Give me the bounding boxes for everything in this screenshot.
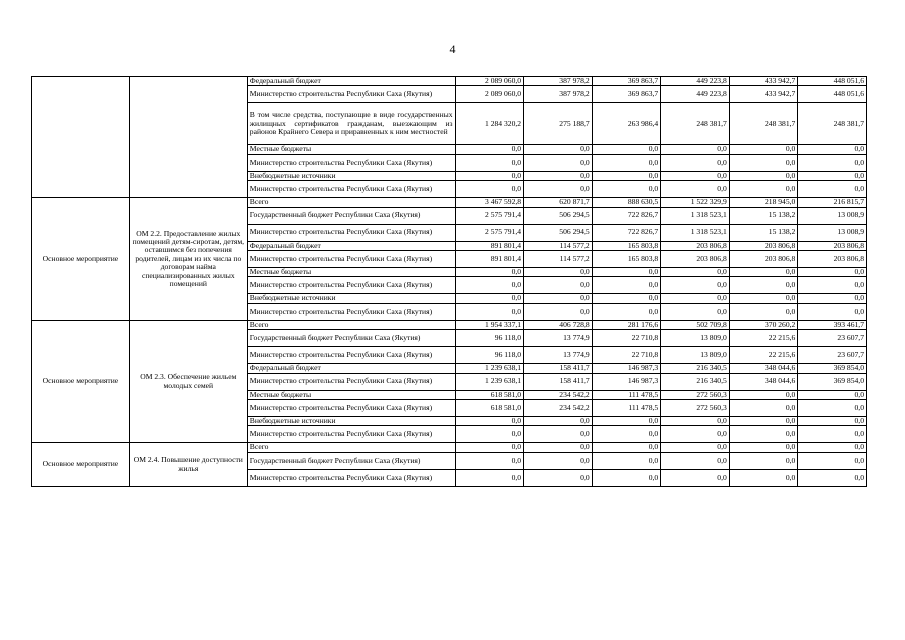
amount-cell: 0,0 <box>455 145 524 154</box>
budget-table <box>31 76 867 487</box>
amount-cell: 0,0 <box>798 469 867 486</box>
amount-cell: 370 260,2 <box>729 320 798 329</box>
amount-cell: 218 945,0 <box>729 198 798 207</box>
amount-cell: 234 542,2 <box>524 390 593 399</box>
activity-type-cell: Основное мероприятие <box>32 443 130 486</box>
amount-cell: 2 575 791,4 <box>455 224 524 241</box>
amount-cell: 0,0 <box>798 277 867 294</box>
amount-cell: 387 978,2 <box>524 86 593 103</box>
amount-cell: 203 806,8 <box>798 241 867 250</box>
activity-type-cell: Основное мероприятие <box>32 320 130 443</box>
amount-cell: 248 381,7 <box>798 103 867 145</box>
amount-cell: 13 809,0 <box>661 330 730 347</box>
amount-cell: 96 118,0 <box>455 347 524 364</box>
amount-cell: 272 560,3 <box>661 390 730 399</box>
amount-cell: 722 826,7 <box>592 224 661 241</box>
amount-cell: 0,0 <box>798 390 867 399</box>
amount-cell: 0,0 <box>455 268 524 277</box>
amount-cell: 0,0 <box>729 294 798 303</box>
amount-cell: 111 478,5 <box>592 400 661 417</box>
amount-cell: 22 710,8 <box>592 347 661 364</box>
amount-cell: 0,0 <box>592 417 661 426</box>
amount-cell: 506 294,5 <box>524 207 593 224</box>
amount-cell: 0,0 <box>524 171 593 180</box>
amount-cell: 13 809,0 <box>661 347 730 364</box>
funding-source-cell: Министерство строительства Республики Саха (Якутия) <box>247 251 455 268</box>
amount-cell: 0,0 <box>592 268 661 277</box>
amount-cell: 0,0 <box>661 443 730 452</box>
funding-source-cell: Местные бюджеты <box>247 390 455 399</box>
amount-cell: 158 411,7 <box>524 364 593 373</box>
page-number: 4 <box>449 42 456 56</box>
amount-cell: 0,0 <box>592 145 661 154</box>
activity-type-cell <box>32 77 130 198</box>
funding-source-cell: Министерство строительства Республики Саха (Якутия) <box>247 224 455 241</box>
amount-cell: 0,0 <box>661 469 730 486</box>
amount-cell: 0,0 <box>661 145 730 154</box>
funding-source-cell: Федеральный бюджет <box>247 241 455 250</box>
funding-source-cell: Министерство строительства Республики Саха (Якутия) <box>247 303 455 320</box>
amount-cell: 203 806,8 <box>661 251 730 268</box>
amount-cell: 158 411,7 <box>524 373 593 390</box>
amount-cell: 0,0 <box>455 171 524 180</box>
amount-cell: 1 239 638,1 <box>455 364 524 373</box>
activity-name-cell: ОМ 2.4. Повышение доступности жилья <box>129 443 247 486</box>
amount-cell: 0,0 <box>798 154 867 171</box>
amount-cell: 0,0 <box>661 181 730 198</box>
amount-cell: 369 854,0 <box>798 373 867 390</box>
amount-cell: 0,0 <box>661 294 730 303</box>
amount-cell: 0,0 <box>592 181 661 198</box>
amount-cell: 433 942,7 <box>729 86 798 103</box>
funding-source-cell: Министерство строительства Республики Саха (Якутия) <box>247 400 455 417</box>
amount-cell: 0,0 <box>592 294 661 303</box>
amount-cell: 96 118,0 <box>455 330 524 347</box>
amount-cell: 0,0 <box>661 417 730 426</box>
amount-cell: 0,0 <box>455 154 524 171</box>
amount-cell: 3 467 592,8 <box>455 198 524 207</box>
amount-cell: 0,0 <box>524 145 593 154</box>
amount-cell: 15 138,2 <box>729 224 798 241</box>
amount-cell: 2 089 060,0 <box>455 77 524 86</box>
funding-source-cell: Государственный бюджет Республики Саха (Якутия) <box>247 207 455 224</box>
amount-cell: 448 051,6 <box>798 77 867 86</box>
amount-cell: 1 284 320,2 <box>455 103 524 145</box>
activity-type-cell: Основное мероприятие <box>32 198 130 321</box>
amount-cell: 0,0 <box>592 303 661 320</box>
amount-cell: 506 294,5 <box>524 224 593 241</box>
amount-cell: 275 188,7 <box>524 103 593 145</box>
amount-cell: 0,0 <box>729 390 798 399</box>
funding-source-cell: Местные бюджеты <box>247 145 455 154</box>
amount-cell: 234 542,2 <box>524 400 593 417</box>
amount-cell: 0,0 <box>592 443 661 452</box>
amount-cell: 1 318 523,1 <box>661 224 730 241</box>
amount-cell: 203 806,8 <box>798 251 867 268</box>
amount-cell: 0,0 <box>798 145 867 154</box>
funding-source-cell: Местные бюджеты <box>247 268 455 277</box>
activity-name-cell: ОМ 2.2. Предоставление жилых помещений детям-сиротам, детям, оставшимся без попечения родителей, лицам из их числа по договорам найма специализированных жилых помещений <box>129 198 247 321</box>
amount-cell: 0,0 <box>592 277 661 294</box>
funding-source-cell: Министерство строительства Республики Саха (Якутия) <box>247 426 455 443</box>
amount-cell: 502 709,8 <box>661 320 730 329</box>
amount-cell: 281 176,6 <box>592 320 661 329</box>
amount-cell: 2 575 791,4 <box>455 207 524 224</box>
amount-cell: 0,0 <box>729 303 798 320</box>
amount-cell: 146 987,3 <box>592 373 661 390</box>
amount-cell: 0,0 <box>729 171 798 180</box>
amount-cell: 0,0 <box>455 452 524 469</box>
amount-cell: 0,0 <box>661 154 730 171</box>
amount-cell: 0,0 <box>729 268 798 277</box>
amount-cell: 449 223,8 <box>661 86 730 103</box>
amount-cell: 0,0 <box>661 303 730 320</box>
amount-cell: 0,0 <box>729 469 798 486</box>
amount-cell: 722 826,7 <box>592 207 661 224</box>
amount-cell: 272 560,3 <box>661 400 730 417</box>
amount-cell: 406 728,8 <box>524 320 593 329</box>
amount-cell: 0,0 <box>729 400 798 417</box>
amount-cell: 216 815,7 <box>798 198 867 207</box>
amount-cell: 0,0 <box>592 469 661 486</box>
amount-cell: 0,0 <box>729 145 798 154</box>
amount-cell: 0,0 <box>524 426 593 443</box>
amount-cell: 888 630,5 <box>592 198 661 207</box>
funding-source-cell: Министерство строительства Республики Саха (Якутия) <box>247 154 455 171</box>
amount-cell: 348 044,6 <box>729 364 798 373</box>
amount-cell: 0,0 <box>798 452 867 469</box>
amount-cell: 0,0 <box>661 268 730 277</box>
funding-source-cell: Всего <box>247 443 455 452</box>
amount-cell: 0,0 <box>524 469 593 486</box>
amount-cell: 203 806,8 <box>729 241 798 250</box>
table-row <box>32 198 867 207</box>
funding-source-cell: Министерство строительства Республики Саха (Якутия) <box>247 86 455 103</box>
amount-cell: 216 340,5 <box>661 373 730 390</box>
amount-cell: 13 774,9 <box>524 330 593 347</box>
amount-cell: 0,0 <box>524 417 593 426</box>
amount-cell: 0,0 <box>524 303 593 320</box>
amount-cell: 22 710,8 <box>592 330 661 347</box>
amount-cell: 448 051,6 <box>798 86 867 103</box>
amount-cell: 0,0 <box>524 452 593 469</box>
amount-cell: 369 854,0 <box>798 364 867 373</box>
funding-source-cell: Министерство строительства Республики Саха (Якутия) <box>247 469 455 486</box>
amount-cell: 620 871,7 <box>524 198 593 207</box>
activity-name-cell: ОМ 2.3. Обеспечение жильем молодых семей <box>129 320 247 443</box>
amount-cell: 0,0 <box>661 426 730 443</box>
amount-cell: 248 381,7 <box>661 103 730 145</box>
amount-cell: 0,0 <box>798 400 867 417</box>
amount-cell: 1 954 337,1 <box>455 320 524 329</box>
funding-source-cell: Государственный бюджет Республики Саха (Якутия) <box>247 452 455 469</box>
amount-cell: 0,0 <box>455 303 524 320</box>
amount-cell: 203 806,8 <box>729 251 798 268</box>
amount-cell: 891 801,4 <box>455 241 524 250</box>
amount-cell: 0,0 <box>729 417 798 426</box>
amount-cell: 0,0 <box>592 452 661 469</box>
amount-cell: 1 522 329,9 <box>661 198 730 207</box>
funding-source-cell: Министерство строительства Республики Саха (Якутия) <box>247 373 455 390</box>
funding-source-cell: Федеральный бюджет <box>247 364 455 373</box>
amount-cell: 111 478,5 <box>592 390 661 399</box>
funding-source-cell: Внебюджетные источники <box>247 294 455 303</box>
funding-source-cell: Министерство строительства Республики Саха (Якутия) <box>247 347 455 364</box>
amount-cell: 0,0 <box>524 154 593 171</box>
amount-cell: 0,0 <box>798 417 867 426</box>
amount-cell: 0,0 <box>798 171 867 180</box>
amount-cell: 0,0 <box>729 452 798 469</box>
amount-cell: 0,0 <box>729 443 798 452</box>
amount-cell: 263 986,4 <box>592 103 661 145</box>
amount-cell: 0,0 <box>524 294 593 303</box>
amount-cell: 0,0 <box>524 181 593 198</box>
amount-cell: 0,0 <box>798 426 867 443</box>
funding-source-cell: Министерство строительства Республики Саха (Якутия) <box>247 181 455 198</box>
amount-cell: 2 089 060,0 <box>455 86 524 103</box>
amount-cell: 22 215,6 <box>729 347 798 364</box>
amount-cell: 0,0 <box>524 277 593 294</box>
funding-source-cell: В том числе средства, поступающие в виде государственных жилищных сертификатов гражданам, выезжающим из районов Крайнего Севера и приравненных к ним местностей <box>247 103 455 145</box>
amount-cell: 0,0 <box>524 268 593 277</box>
amount-cell: 22 215,6 <box>729 330 798 347</box>
amount-cell: 0,0 <box>729 181 798 198</box>
amount-cell: 1 239 638,1 <box>455 373 524 390</box>
amount-cell: 216 340,5 <box>661 364 730 373</box>
funding-source-cell: Министерство строительства Республики Саха (Якутия) <box>247 277 455 294</box>
table-row <box>32 320 867 329</box>
amount-cell: 114 577,2 <box>524 251 593 268</box>
amount-cell: 0,0 <box>592 171 661 180</box>
amount-cell: 15 138,2 <box>729 207 798 224</box>
funding-source-cell: Всего <box>247 198 455 207</box>
amount-cell: 13 774,9 <box>524 347 593 364</box>
table-row <box>32 77 867 86</box>
funding-source-cell: Внебюджетные источники <box>247 171 455 180</box>
amount-cell: 23 607,7 <box>798 330 867 347</box>
amount-cell: 165 803,8 <box>592 241 661 250</box>
amount-cell: 369 863,7 <box>592 77 661 86</box>
amount-cell: 618 581,0 <box>455 390 524 399</box>
funding-source-cell: Внебюджетные источники <box>247 417 455 426</box>
amount-cell: 387 978,2 <box>524 77 593 86</box>
amount-cell: 0,0 <box>455 294 524 303</box>
amount-cell: 0,0 <box>455 417 524 426</box>
amount-cell: 0,0 <box>729 277 798 294</box>
amount-cell: 13 008,9 <box>798 224 867 241</box>
funding-source-cell: Федеральный бюджет <box>247 77 455 86</box>
amount-cell: 0,0 <box>661 452 730 469</box>
amount-cell: 114 577,2 <box>524 241 593 250</box>
amount-cell: 146 987,3 <box>592 364 661 373</box>
amount-cell: 0,0 <box>455 443 524 452</box>
amount-cell: 0,0 <box>592 154 661 171</box>
amount-cell: 13 008,9 <box>798 207 867 224</box>
amount-cell: 433 942,7 <box>729 77 798 86</box>
amount-cell: 248 381,7 <box>729 103 798 145</box>
amount-cell: 0,0 <box>798 443 867 452</box>
amount-cell: 0,0 <box>661 171 730 180</box>
funding-source-cell: Государственный бюджет Республики Саха (Якутия) <box>247 330 455 347</box>
amount-cell: 0,0 <box>798 181 867 198</box>
amount-cell: 0,0 <box>524 443 593 452</box>
amount-cell: 0,0 <box>798 303 867 320</box>
amount-cell: 0,0 <box>455 277 524 294</box>
amount-cell: 0,0 <box>729 154 798 171</box>
amount-cell: 165 803,8 <box>592 251 661 268</box>
amount-cell: 369 863,7 <box>592 86 661 103</box>
amount-cell: 0,0 <box>455 426 524 443</box>
funding-source-cell: Всего <box>247 320 455 329</box>
amount-cell: 0,0 <box>455 469 524 486</box>
amount-cell: 0,0 <box>729 426 798 443</box>
amount-cell: 393 461,7 <box>798 320 867 329</box>
table-row <box>32 443 867 452</box>
amount-cell: 1 318 523,1 <box>661 207 730 224</box>
amount-cell: 23 607,7 <box>798 347 867 364</box>
amount-cell: 449 223,8 <box>661 77 730 86</box>
amount-cell: 618 581,0 <box>455 400 524 417</box>
amount-cell: 0,0 <box>798 268 867 277</box>
amount-cell: 0,0 <box>798 294 867 303</box>
amount-cell: 891 801,4 <box>455 251 524 268</box>
amount-cell: 0,0 <box>592 426 661 443</box>
amount-cell: 348 044,6 <box>729 373 798 390</box>
amount-cell: 203 806,8 <box>661 241 730 250</box>
activity-name-cell <box>129 77 247 198</box>
amount-cell: 0,0 <box>661 277 730 294</box>
amount-cell: 0,0 <box>455 181 524 198</box>
